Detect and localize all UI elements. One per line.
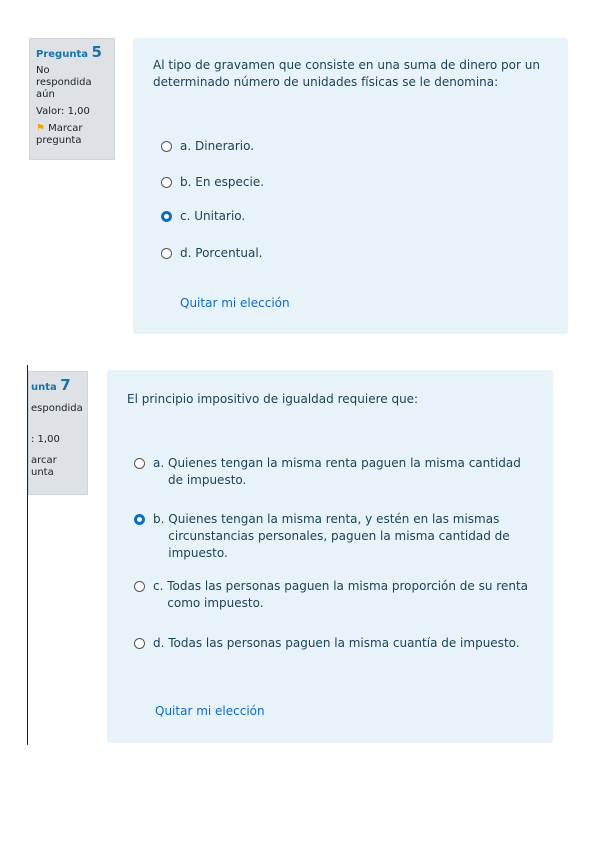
- radio-button-selected[interactable]: [161, 211, 172, 222]
- question-number: [36, 45, 108, 62]
- question-text: El principio impositivo de igualdad requiere que:: [127, 392, 419, 406]
- answer-option-b[interactable]: [134, 511, 534, 562]
- answer-option-a[interactable]: [134, 455, 534, 489]
- option-text: Quienes tengan la misma renta paguen la misma cantidad de impuesto.: [168, 456, 521, 487]
- question-text: Al tipo de gravamen que consiste en una suma de dinero por un determinado número de unidades físicas se le denomina:: [153, 58, 540, 89]
- question-5-content: [133, 38, 568, 334]
- option-text: Quienes tengan la misma renta, y estén en las mismas circunstancias personales, paguen la misma cantidad de impuesto.: [168, 512, 510, 560]
- radio-button[interactable]: [161, 141, 172, 152]
- radio-button[interactable]: [134, 581, 145, 592]
- radio-button[interactable]: [161, 177, 172, 188]
- question-number: [31, 378, 81, 395]
- clear-choice-link[interactable]: Quitar mi elección: [155, 704, 265, 718]
- option-text: Unitario.: [194, 209, 246, 223]
- question-7-content: [107, 370, 553, 743]
- question-7-info: [28, 371, 88, 495]
- option-text: Porcentual.: [195, 246, 263, 260]
- flag-label: Marcar pregunta: [36, 123, 83, 146]
- option-letter: b.: [153, 512, 165, 526]
- radio-button-selected[interactable]: [134, 514, 145, 525]
- option-letter: b.: [180, 175, 192, 189]
- answer-option-d[interactable]: [161, 245, 541, 262]
- question-label: Pregunta: [36, 49, 88, 60]
- flag-label: unta: [31, 467, 54, 478]
- option-letter: a.: [153, 456, 165, 470]
- answer-option-c[interactable]: [161, 208, 541, 225]
- option-letter: a.: [180, 139, 192, 153]
- option-text: Todas las personas paguen la misma proporción de su renta como impuesto.: [167, 579, 529, 610]
- option-letter: c.: [153, 579, 164, 593]
- option-text: Todas las personas paguen la misma cuantía de impuesto.: [168, 636, 520, 650]
- option-letter: c.: [180, 209, 191, 223]
- question-state: espondida: [31, 403, 83, 414]
- question-state: No respondida aún: [36, 65, 92, 100]
- question-label: unta: [31, 382, 57, 393]
- radio-button[interactable]: [134, 458, 145, 469]
- radio-button[interactable]: [134, 638, 145, 649]
- flag-question-button[interactable]: [31, 455, 81, 479]
- option-letter: d.: [153, 636, 165, 650]
- answer-option-b[interactable]: [161, 174, 541, 191]
- question-5-info: [29, 38, 115, 160]
- answer-option-c[interactable]: [134, 578, 534, 612]
- option-letter: d.: [180, 246, 192, 260]
- answer-option-d[interactable]: [134, 635, 534, 652]
- option-text: En especie.: [195, 175, 265, 189]
- flag-label: arcar: [31, 455, 57, 466]
- flag-icon: ⚑: [36, 123, 45, 134]
- question-number-value: 5: [91, 43, 102, 61]
- clear-choice-link[interactable]: Quitar mi elección: [180, 296, 290, 310]
- radio-button[interactable]: [161, 248, 172, 259]
- question-grade: Valor: 1,00: [36, 106, 90, 117]
- question-grade: : 1,00: [31, 434, 60, 445]
- option-text: Dinerario.: [195, 139, 255, 153]
- question-number-value: 7: [60, 376, 71, 394]
- flag-question-button[interactable]: [36, 123, 108, 147]
- answer-option-a[interactable]: [161, 138, 541, 155]
